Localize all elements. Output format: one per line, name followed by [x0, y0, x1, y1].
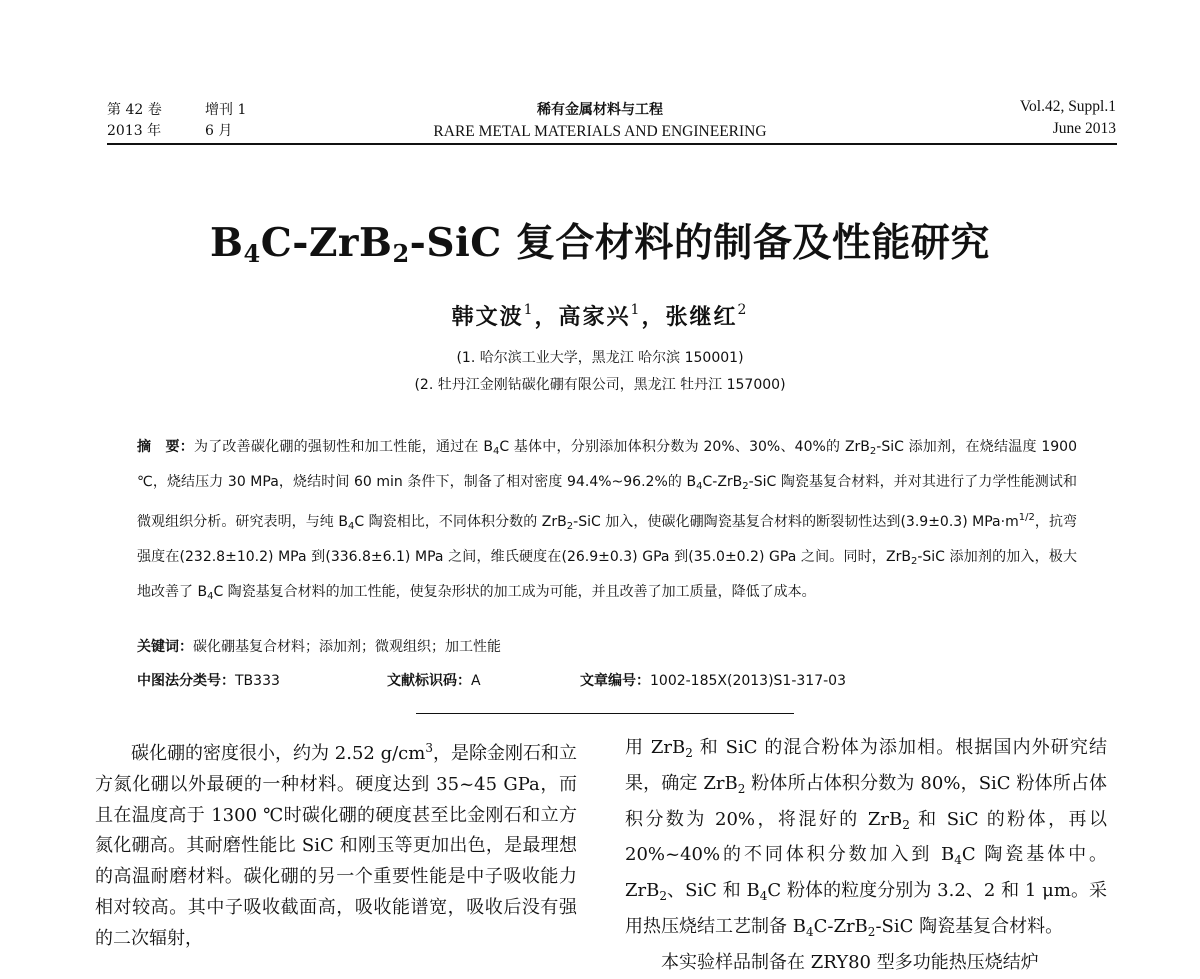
title-part: C-ZrB: [260, 220, 393, 266]
subscript: 4: [207, 591, 214, 602]
affiliation-1: (1. 哈尔滨工业大学，黑龙江 哈尔滨 150001): [456, 350, 744, 366]
subscript: 2: [737, 781, 746, 796]
body-column-left: [95, 733, 577, 955]
affiliation-2: (2. 牡丹江金刚钻碳化硼有限公司，黑龙江 牡丹江 157000): [414, 377, 786, 393]
body-text: 用 ZrB: [625, 737, 686, 758]
title-part: B: [210, 220, 244, 266]
body-text: 和 SiC 的混合粉体为添加相。根据国内外研究结果，确定 ZrB: [625, 737, 1107, 794]
volume-en: Vol.42, Suppl.1: [1019, 98, 1116, 115]
author-name: ，高家兴: [534, 304, 631, 330]
keywords-label: 关键词：: [137, 639, 193, 655]
paragraph: [625, 733, 1107, 948]
body-text: C 陶瓷基体中。ZrB: [625, 844, 1108, 902]
body-text: 碳化硼的密度很小，约为 2.52 g/cm: [131, 743, 426, 764]
abstract-text: 为了改善碳化硼的强韧性和加工性能，通过在 B: [193, 439, 493, 455]
subscript: 2: [566, 521, 574, 532]
keywords: [137, 636, 501, 656]
journal-name-en: RARE METAL MATERIALS AND ENGINEERING: [433, 123, 767, 140]
doc-label: 文献标识码：: [387, 673, 471, 689]
abstract-text: C 基体中，分别添加体积分数为 20%、30%、40%的 ZrB: [499, 439, 870, 455]
journal-name: [360, 100, 840, 142]
year-cn: 2013 年: [107, 123, 162, 139]
article-label: 文章编号：: [580, 673, 650, 689]
abstract-text: -SiC 加入，使碳化硼陶瓷基复合材料的断裂韧性达到(3.9±0.3) MPa·m: [573, 514, 1019, 530]
authors: [0, 300, 1200, 331]
subscript: 2: [742, 481, 749, 492]
clc-number: [137, 670, 387, 690]
title-part: -SiC 复合材料的制备及性能研究: [409, 220, 990, 266]
supplement-cn: 增刊 1: [205, 102, 247, 118]
abstract-label: 摘 要：: [137, 439, 194, 455]
abstract: [137, 432, 1077, 612]
body-text: ，是除金刚石和立方氮化硼以外最硬的一种材料。硬度达到 35~45 GPa，而且在温度高于 1300 ℃时碳化硼的硬度甚至比金刚石和立方氮化硼高。其耐磨性能比 SiC 和刚玉等更加出色，是最理想的高温耐磨材料。碳化硼的另一个重要性能是中子吸收能力相对较高。其中子吸收截面高，吸收能谱宽，吸收后没有强的二次辐射，: [95, 743, 578, 949]
superscript: 1/2: [1018, 512, 1035, 523]
paragraph: 本实验样品制备在 ZRY80 型多功能热压烧结炉: [661, 951, 1039, 973]
subscript: 2: [659, 889, 667, 904]
affil-mark: 1: [523, 302, 535, 318]
subscript: 4: [492, 446, 500, 457]
article-value: 1002-185X(2013)S1-317-03: [650, 673, 846, 689]
title-subscript: 4: [243, 239, 261, 268]
keywords-text: 碳化硼基复合材料；添加剂；微观组织；加工性能: [193, 639, 501, 655]
paragraph: [95, 733, 577, 955]
abstract-text: -SiC 陶瓷基复合材料，并对其进行了力学性能测试和微观组织分析。研究表明，与纯 B: [137, 474, 1077, 530]
section-separator: [416, 713, 794, 714]
doc-value: A: [471, 673, 481, 689]
abstract-text: -SiC 添加剂的加入，极大地改善了 B: [137, 549, 1077, 600]
abstract-text: -SiC 添加剂，在烧结温度 1900 ℃，烧结压力 30 MPa，烧结时间 60 min 条件下，制备了相对密度 94.4%~96.2%的 B: [137, 439, 1077, 490]
body-text: 粉体所占体积分数为 80%，SiC 粉体所占体积分数为 20%，将混好的 ZrB: [625, 772, 1107, 830]
body-column-right: [625, 733, 1107, 979]
paper-title: [0, 212, 1200, 268]
article-number: [580, 670, 846, 690]
header-left: [107, 100, 246, 142]
body-text: -SiC 陶瓷基复合材料。: [875, 915, 1064, 937]
subscript: 2: [867, 924, 876, 939]
header-rule: [107, 143, 1117, 145]
journal-name-cn: 稀有金属材料与工程: [537, 102, 663, 118]
subscript: 2: [902, 817, 910, 832]
clc-value: TB333: [235, 673, 280, 689]
body-text: 、SiC 和 B: [666, 880, 760, 902]
date-en: June 2013: [1052, 120, 1116, 137]
abstract-text: C 陶瓷基复合材料的加工性能，使复杂形状的加工成为可能，并且改善了加工质量，降低了成本。: [213, 584, 816, 600]
affil-mark: 1: [630, 302, 642, 318]
subscript: 4: [954, 853, 962, 868]
subscript: 4: [805, 924, 814, 939]
body-text: C-ZrB: [813, 915, 868, 937]
header-right: [1020, 96, 1116, 140]
author-name: ，张继红: [641, 304, 738, 330]
document-code: [387, 670, 580, 690]
clc-label: 中图法分类号：: [137, 673, 235, 689]
abstract-text: ，抗弯强度在(232.8±10.2) MPa 到(336.8±6.1) MPa 之间，维氏硬度在(26.9±0.3) GPa 到(35.0±0.2) GPa 之间。同时，ZrB: [137, 514, 1078, 565]
volume-cn: 第 42 卷: [107, 102, 162, 118]
subscript: 2: [685, 746, 693, 760]
subscript: 2: [869, 446, 877, 457]
classification-line: [137, 670, 846, 690]
subscript: 4: [347, 521, 355, 532]
title-subscript: 2: [392, 239, 410, 268]
affil-mark: 2: [737, 302, 749, 318]
body-text: 和 SiC 的粉体，再以 20%~40%的不同体积分数加入到 B: [625, 808, 1108, 866]
author-name: 韩文波: [451, 304, 524, 330]
subscript: 2: [910, 556, 918, 567]
subscript: 4: [696, 481, 703, 492]
month-cn: 6 月: [205, 123, 233, 139]
superscript: 3: [425, 741, 433, 755]
subscript: 4: [759, 889, 768, 904]
body-text: C 粉体的粒度分别为 3.2、2 和 1 μm。采用热压烧结工艺制备 B: [625, 880, 1108, 937]
abstract-text: C-ZrB: [702, 474, 743, 490]
abstract-text: C 陶瓷相比，不同体积分数的 ZrB: [354, 514, 567, 530]
